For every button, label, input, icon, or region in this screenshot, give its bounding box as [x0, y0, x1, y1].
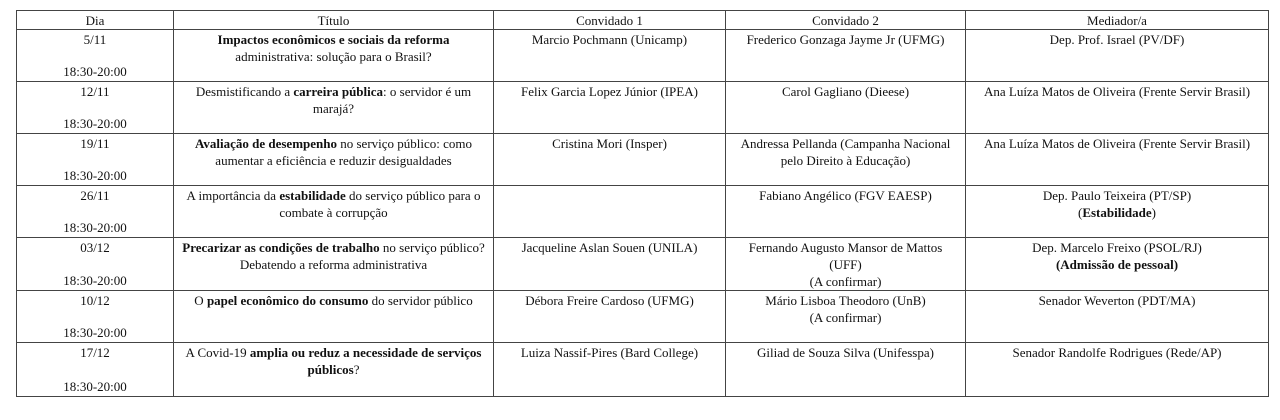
session-time: 18:30-20:00: [63, 325, 127, 340]
guest-1-cell: [494, 134, 726, 186]
schedule-body: [17, 30, 1269, 397]
text-segment: Dep. Prof. Israel (PV/DF): [1049, 32, 1185, 47]
text-segment: A Covid-19: [185, 345, 250, 360]
header-guest-1: Convidado 1: [494, 11, 726, 30]
table-row: [17, 343, 1269, 397]
guest-1-cell: [494, 291, 726, 343]
text-segment: Desmistificando a: [195, 84, 294, 99]
mediator-cell: [966, 82, 1269, 134]
bold-text: amplia ou reduz a necessidade de serviços públicos: [249, 345, 482, 377]
table-row: [17, 238, 1269, 291]
table-row: [17, 291, 1269, 343]
text-segment: no serviço público: como aumentar a eficiência e reduzir desigualdades: [215, 136, 473, 168]
header-row: [17, 11, 1269, 30]
schedule-table: [16, 10, 1269, 397]
text-segment: administrativa: solução para o Brasil?: [235, 49, 432, 64]
bold-text: papel econômico do consumo: [206, 293, 369, 308]
session-date: 12/11: [80, 84, 110, 99]
title-cell: [174, 291, 494, 343]
text-segment: (A confirmar): [809, 274, 882, 289]
text-segment: Frederico Gonzaga Jayme Jr (UFMG): [746, 32, 945, 47]
guest-1-cell: [494, 186, 726, 238]
guest-1-cell: [494, 238, 726, 291]
guest-2-cell: [726, 291, 966, 343]
guest-2-cell: [726, 343, 966, 397]
guest-2-cell: [726, 186, 966, 238]
guest-2-cell: [726, 238, 966, 291]
text-segment: Débora Freire Cardoso (UFMG): [525, 293, 694, 308]
title-cell: [174, 82, 494, 134]
title-cell: [174, 343, 494, 397]
session-time: 18:30-20:00: [63, 273, 127, 288]
text-segment: Fabiano Angélico (FGV EAESP): [759, 188, 932, 203]
mediator-cell: [966, 238, 1269, 291]
text-segment: do serviço público para o combate à corrupção: [279, 188, 481, 220]
table-row: [17, 134, 1269, 186]
bold-text: estabilidade: [279, 188, 346, 203]
session-date: 5/11: [83, 32, 107, 47]
table-row: [17, 186, 1269, 238]
header-mediator: Mediador/a: [966, 11, 1269, 30]
session-date: 17/12: [80, 345, 110, 360]
text-segment: Cristina Mori (Insper): [552, 136, 667, 151]
header-title: Título: [174, 11, 494, 30]
mediator-cell: [966, 30, 1269, 82]
text-segment: Dep. Marcelo Freixo (PSOL/RJ): [1032, 240, 1202, 255]
text-segment: (A confirmar): [809, 310, 882, 325]
text-segment: Dep. Paulo Teixeira (PT/SP): [1042, 188, 1192, 203]
text-segment: Senador Weverton (PDT/MA): [1038, 293, 1196, 308]
session-time: 18:30-20:00: [63, 64, 127, 79]
title-cell: [174, 186, 494, 238]
text-segment: Mário Lisboa Theodoro (UnB): [765, 293, 926, 308]
header-guest-2: Convidado 2: [726, 11, 966, 30]
title-cell: [174, 134, 494, 186]
session-time: 18:30-20:00: [63, 379, 127, 394]
mediator-cell: [966, 343, 1269, 397]
text-segment: Giliad de Souza Silva (Unifesspa): [757, 345, 934, 360]
title-cell: [174, 30, 494, 82]
session-date: 26/11: [80, 188, 110, 203]
text-segment: Ana Luíza Matos de Oliveira (Frente Servir Brasil): [983, 84, 1251, 99]
text-segment: Ana Luíza Matos de Oliveira (Frente Servir Brasil): [983, 136, 1251, 151]
text-segment: Marcio Pochmann (Unicamp): [531, 32, 688, 47]
guest-2-cell: [726, 134, 966, 186]
guest-1-cell: [494, 343, 726, 397]
day-cell: [17, 343, 174, 397]
bold-text: Estabilidade: [1082, 205, 1152, 220]
text-segment: O: [194, 293, 207, 308]
day-cell: [17, 186, 174, 238]
text-segment: Luiza Nassif-Pires (Bard College): [520, 345, 699, 360]
guest-2-cell: [726, 82, 966, 134]
text-segment: Jacqueline Aslan Souen (UNILA): [521, 240, 698, 255]
day-cell: [17, 30, 174, 82]
bold-text: Impactos econômicos e sociais da reforma: [217, 32, 450, 47]
header-day: Dia: [17, 11, 174, 30]
day-cell: [17, 82, 174, 134]
text-segment: (: [1077, 205, 1083, 220]
session-time: 18:30-20:00: [63, 116, 127, 131]
text-segment: do servidor público: [368, 293, 473, 308]
text-segment: no serviço público? Debatendo a reforma administrativa: [239, 240, 485, 272]
session-date: 19/11: [80, 136, 110, 151]
bold-text: (Admissão de pessoal): [1055, 257, 1179, 272]
title-cell: [174, 238, 494, 291]
guest-2-cell: [726, 30, 966, 82]
text-segment: Felix Garcia Lopez Júnior (IPEA): [521, 84, 698, 99]
mediator-cell: [966, 291, 1269, 343]
text-segment: : o servidor é um marajá?: [312, 84, 472, 116]
text-segment: Andressa Pellanda (Campanha Nacional pelo Direito à Educação): [740, 136, 951, 168]
bold-text: Precarizar as condições de trabalho: [182, 240, 380, 255]
bold-text: Avaliação de desempenho: [194, 136, 337, 151]
day-cell: [17, 291, 174, 343]
session-time: 18:30-20:00: [63, 168, 127, 183]
mediator-cell: [966, 134, 1269, 186]
day-cell: [17, 238, 174, 291]
session-date: 10/12: [80, 293, 110, 308]
day-cell: [17, 134, 174, 186]
table-row: [17, 30, 1269, 82]
text-segment: Senador Randolfe Rodrigues (Rede/AP): [1012, 345, 1222, 360]
text-segment: ): [1151, 205, 1157, 220]
guest-1-cell: [494, 82, 726, 134]
text-segment: Carol Gagliano (Dieese): [781, 84, 910, 99]
bold-text: carreira pública: [293, 84, 384, 99]
session-time: 18:30-20:00: [63, 220, 127, 235]
guest-1-cell: [494, 30, 726, 82]
text-segment: ?: [353, 362, 360, 377]
mediator-cell: [966, 186, 1269, 238]
text-segment: Fernando Augusto Mansor de Mattos (UFF): [748, 240, 943, 272]
text-segment: A importância da: [186, 188, 280, 203]
session-date: 03/12: [80, 240, 110, 255]
table-row: [17, 82, 1269, 134]
